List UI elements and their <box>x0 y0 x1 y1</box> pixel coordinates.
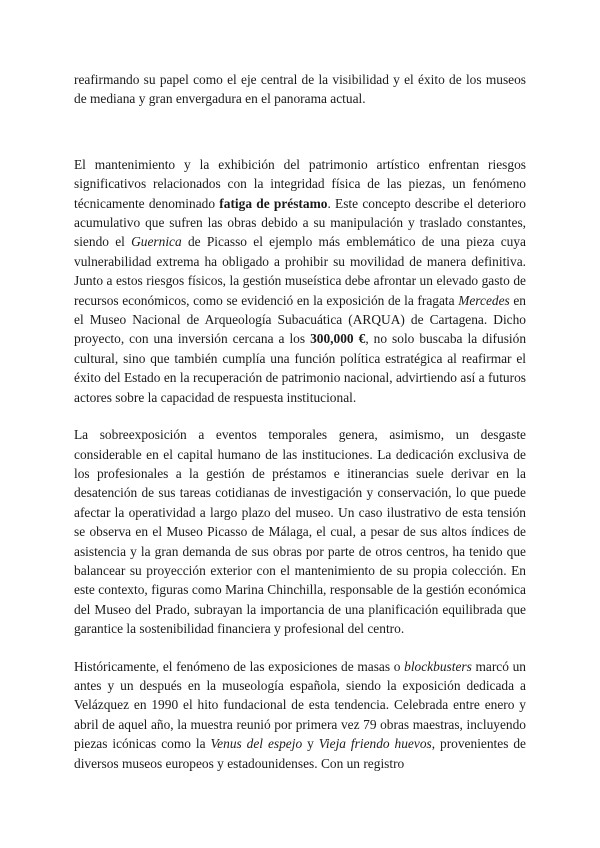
italic-title-vieja: Vieja friendo huevos <box>318 736 432 752</box>
text-run: Históricamente, el fenómeno de las exposiciones de masas o <box>74 658 405 674</box>
paragraph-text: reafirmando su papel como el eje central de la visibilidad y el éxito de los museos de mediana y gran envergadura en el panorama actual. <box>74 72 526 107</box>
text-run: y <box>302 736 319 752</box>
text-run: en el Museo Nacional de Arqueología Subacuática (ARQUA) de Cartagena. Dicho proyecto, con una inversión cercana a los <box>74 292 526 347</box>
paragraph-text: La sobreexposición a eventos temporales genera, asimismo, un desgaste considerable en el capital humano de las instituciones. La dedicación exclusiva de los profesionales a la gestión de préstamos e itinerancias suele derivar en la desatención de sus tareas cotidianas de investigación y conservación, lo que puede afectar la operatividad a largo plazo del museo. Un caso ilustrativo de esta tensión se observa en el Museo Picasso de Málaga, el cual, a pesar de sus altos índices de asistencia y la gran demanda de sus obras por parte de otros centros, ha tenido que balancear su proyección exterior con el mantenimiento de su propia colección. En este contexto, figuras como Marina Chinchilla, responsable de la gestión económica del Museo del Prado, subrayan la importancia de una planificación equilibrada que garantice la sostenibilidad financiera y profesional del centro. <box>74 427 526 637</box>
paragraph-intro-fragment <box>74 70 526 109</box>
text-run: de Picasso el ejemplo más emblemático de una pieza cuya vulnerabilidad extrema ha obligado a prohibir su movilidad de manera definitiva. Junto a estos riesgos físicos, la gestión museística debe afrontar un elevado gasto de recursos económicos, como se evidenció en la exposición de la fragata <box>74 234 526 308</box>
italic-term-blockbusters: blockbusters <box>404 658 472 674</box>
document-page <box>74 70 526 773</box>
text-run: El mantenimiento y la exhibición del patrimonio artístico enfrentan riesgos significativos relacionados con la integridad física de las piezas, un fenómeno técnicamente denominado <box>74 156 526 211</box>
text-run: . Este concepto describe el deterioro acumulativo que sufren las obras debido a su manipulación y traslado constantes, siendo el <box>74 195 526 250</box>
text-run: , no solo buscaba la difusión cultural, sino que también cumplía una función política estratégica al reafirmar el éxito del Estado en la recuperación de patrimonio nacional, advirtiendo así a futuros actores sobre la capacidad de respuesta institucional. <box>74 331 527 405</box>
bold-amount: 300,000 € <box>310 331 366 347</box>
text-run: , provenientes de diversos museos europeos y estadounidenses. Con un registro <box>74 736 527 771</box>
paragraph-human-capital <box>74 425 526 638</box>
italic-ship-mercedes: Mercedes <box>458 292 510 308</box>
paragraph-loan-fatigue <box>74 155 526 407</box>
paragraph-blockbusters <box>74 657 526 773</box>
bold-term-loan-fatigue: fatiga de préstamo <box>219 195 328 211</box>
italic-title-venus: Venus del espejo <box>210 736 303 752</box>
italic-title-guernica: Guernica <box>131 234 182 250</box>
text-run: marcó un antes y un después en la museología española, siendo la exposición dedicada a Velázquez en 1990 el hito fundacional de esta tendencia. Celebrada entre enero y abril de aquel año, la muestra reunió por primera vez 79 obras maestras, incluyendo piezas icónicas como la <box>74 658 526 752</box>
